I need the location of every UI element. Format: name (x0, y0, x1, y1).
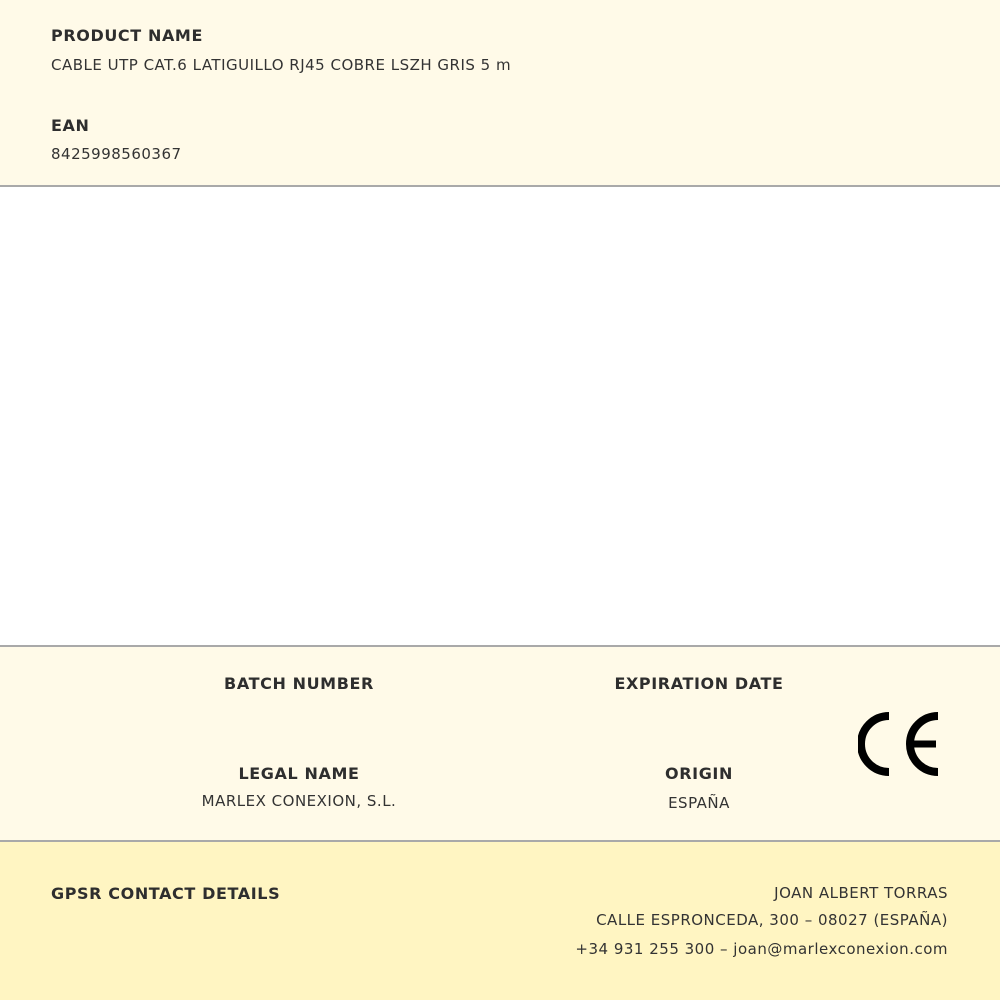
product-name-value: CABLE UTP CAT.6 LATIGUILLO RJ45 COBRE LSZH GRIS 5 m (51, 56, 512, 74)
ce-mark-icon (858, 712, 942, 776)
origin-value: ESPAÑA (668, 794, 730, 812)
product-name-label: PRODUCT NAME (51, 26, 203, 45)
gpsr-contact-section (0, 842, 1000, 1000)
product-image-area (0, 187, 1000, 645)
legal-name-value: MARLEX CONEXION, S.L. (201, 792, 397, 810)
ean-value: 8425998560367 (51, 145, 182, 163)
expiration-date-label: EXPIRATION DATE (614, 674, 784, 693)
gpsr-contact-label: GPSR CONTACT DETAILS (51, 884, 281, 903)
gpsr-contact-phone-email: +34 931 255 300 – joan@marlexconexion.com (575, 940, 948, 958)
batch-number-label: BATCH NUMBER (224, 674, 374, 693)
origin-label: ORIGIN (665, 764, 733, 783)
product-info-section (0, 0, 1000, 187)
gpsr-contact-address: CALLE ESPRONCEDA, 300 – 08027 (ESPAÑA) (596, 911, 948, 929)
ean-label: EAN (51, 116, 90, 135)
gpsr-contact-name: JOAN ALBERT TORRAS (774, 884, 948, 902)
legal-name-label: LEGAL NAME (238, 764, 360, 783)
